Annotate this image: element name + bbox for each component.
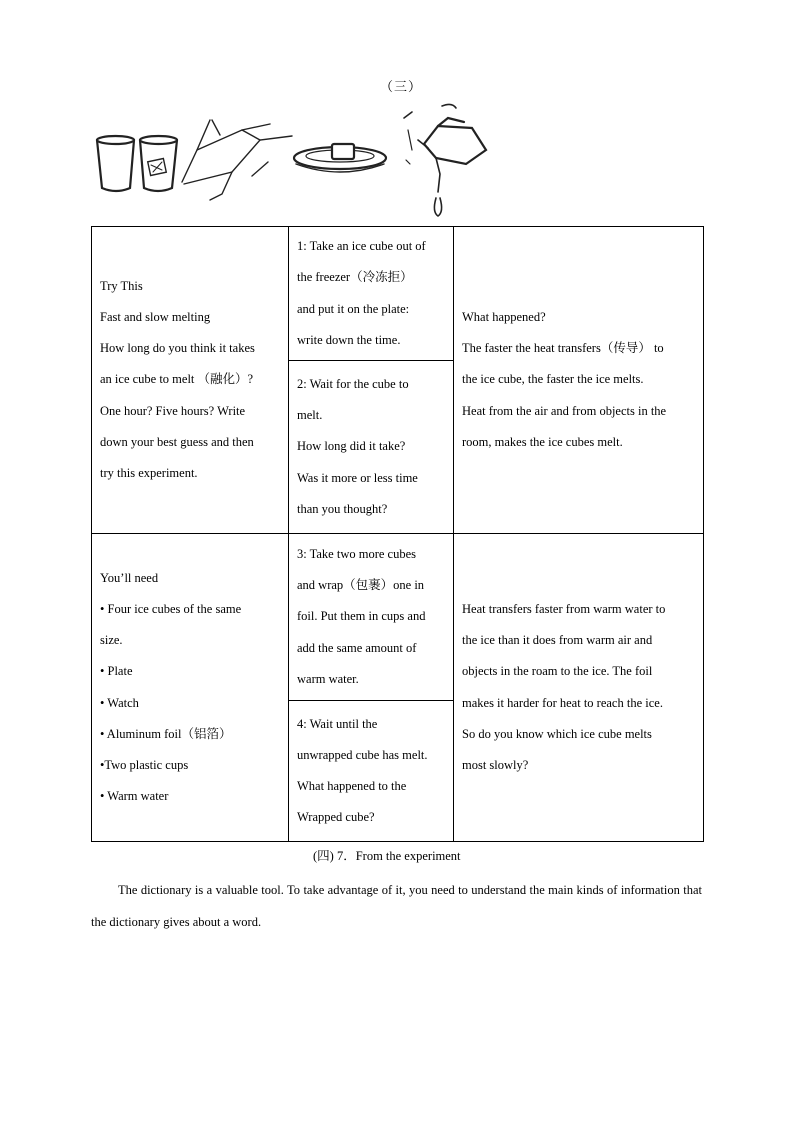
table-line: • Watch: [100, 695, 139, 710]
table-line: room, makes the ice cubes melt.: [462, 434, 623, 449]
table-line: foil. Put them in cups and: [297, 609, 426, 624]
what-happened-cell: [454, 227, 704, 534]
cup-with-ice-icon: [140, 136, 177, 191]
table-line: Was it more or less time: [297, 470, 418, 485]
table-line: One hour? Five hours? Write: [100, 403, 246, 418]
table-line: most slowly?: [462, 757, 529, 772]
table-line: down your best guess and then: [100, 434, 254, 449]
pouring-pitcher-icon: [404, 104, 486, 216]
try-this-cell: [92, 227, 289, 534]
table-line: try this experiment.: [100, 466, 198, 480]
table-line: • Four ice cubes of the same: [100, 601, 242, 616]
step-2-cell: [289, 361, 454, 534]
table-line: Wrapped cube?: [297, 810, 375, 825]
table-line: 4: Wait until the: [297, 716, 378, 731]
table-row: [92, 227, 704, 361]
dictionary-paragraph: The dictionary is a valuable tool. To take advantage of it, you need to understand the main kinds of information that the dictionary gives about a word.: [91, 883, 702, 929]
table-line: and wrap（包裹）one in: [297, 578, 425, 593]
table-line: • Plate: [100, 664, 133, 679]
plastic-cup-icon: [97, 136, 134, 191]
explanation-cell: [454, 534, 704, 842]
table-row: [92, 534, 704, 701]
table-line: the ice cube, the faster the ice melts.: [462, 372, 644, 387]
table-line: an ice cube to melt （融化）?: [100, 372, 254, 387]
table-line: • Aluminum foil（铝箔）: [100, 726, 232, 741]
table-line: 3: Take two more cubes: [297, 546, 417, 561]
experiment-table: [91, 226, 704, 842]
table-line: Heat from the air and from objects in the: [462, 403, 667, 418]
table-line: Fast and slow melting: [100, 309, 211, 324]
table-line: add the same amount of: [297, 640, 417, 655]
experiment-illustration: [92, 100, 492, 224]
table-line: So do you know which ice cube melts: [462, 726, 652, 741]
step-1-cell: [289, 227, 454, 361]
you-need-cell: [92, 534, 289, 842]
table-line: What happened to the: [297, 779, 407, 793]
table-line: How long did it take?: [297, 439, 406, 454]
table-line: How long do you think it takes: [100, 341, 255, 356]
table-line: melt.: [297, 408, 323, 423]
step-4-cell: [289, 701, 454, 842]
table-line: the freezer（冷冻拒）: [297, 270, 413, 285]
table-line: than you thought?: [297, 501, 388, 516]
aluminum-foil-icon: [182, 120, 292, 200]
step-3-cell: [289, 534, 454, 701]
table-line: Heat transfers faster from warm water to: [462, 601, 666, 616]
section-mark: （三）: [380, 79, 423, 94]
table-line: •Two plastic cups: [100, 757, 189, 772]
plate-with-ice-icon: [294, 144, 386, 172]
table-line: write down the time.: [297, 332, 401, 347]
table-line: The faster the heat transfers（传导） to: [462, 341, 664, 356]
table-line: Try This: [100, 278, 143, 293]
table-line: You’ll need: [100, 570, 159, 585]
table-line: What happened?: [462, 309, 546, 324]
table-line: objects in the roam to the ice. The foil: [462, 664, 653, 679]
table-line: makes it harder for heat to reach the ice.: [462, 695, 663, 710]
experiment-caption: (四) 7．From the experiment: [313, 849, 461, 863]
table-line: warm water.: [297, 671, 359, 686]
table-line: • Warm water: [100, 789, 169, 804]
table-line: unwrapped cube has melt.: [297, 747, 428, 762]
table-line: size.: [100, 633, 123, 648]
table-line: 1: Take an ice cube out of: [297, 239, 426, 254]
table-line: and put it on the plate:: [297, 301, 410, 316]
table-line: the ice than it does from warm air and: [462, 633, 653, 648]
table-line: 2: Wait for the cube to: [297, 376, 409, 391]
